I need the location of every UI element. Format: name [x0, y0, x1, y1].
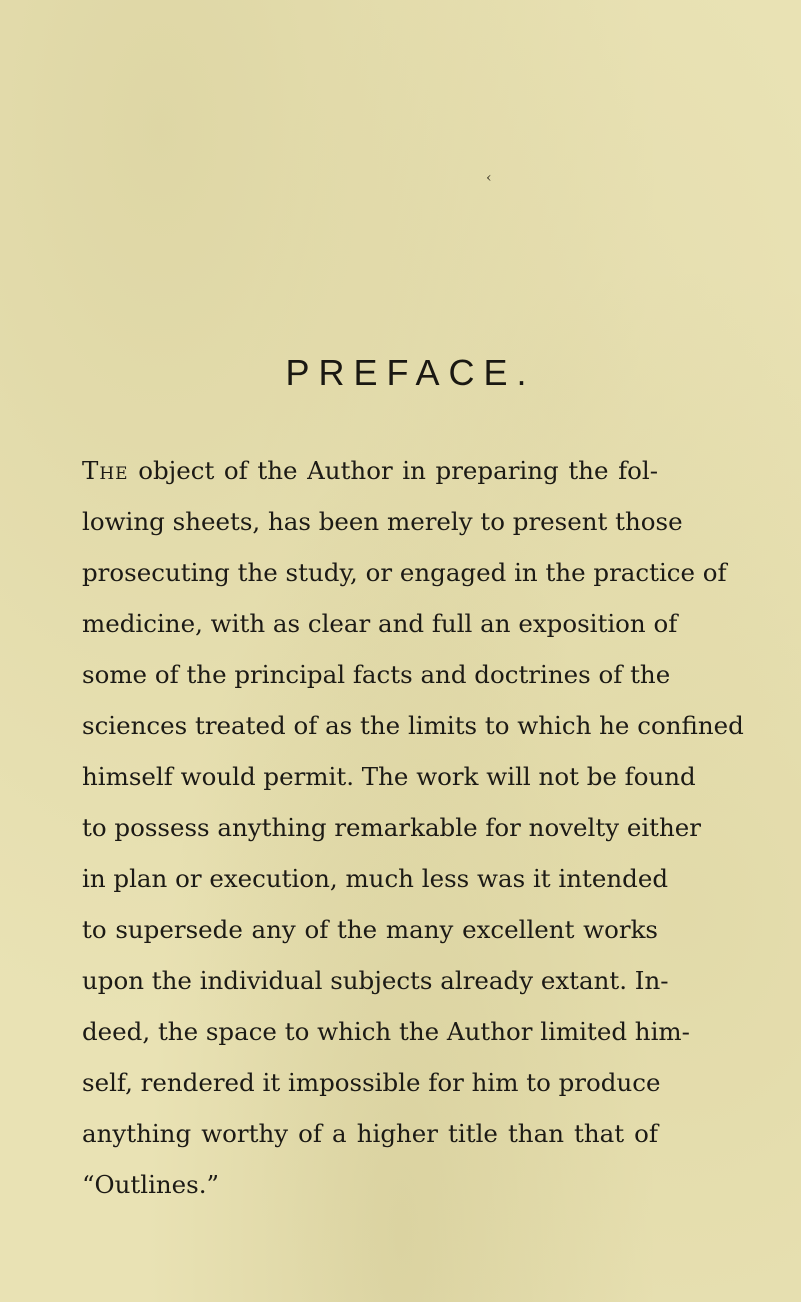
- paragraph-line-text: object of the Author in preparing the fol-: [128, 456, 658, 485]
- paragraph-line: deed, the space to which the Author limited him-: [82, 1017, 690, 1046]
- paragraph-line: “Outlines.”: [82, 1170, 220, 1199]
- paragraph-line: sciences treated of as the limits to which he confined: [82, 711, 744, 740]
- paragraph-line: [82, 445, 658, 496]
- paragraph-line: to possess anything remarkable for novelty either: [82, 813, 702, 842]
- paragraph-line: lowing sheets, has been merely to present those: [82, 507, 683, 536]
- paragraph-line: anything worthy of a higher title than that of: [82, 1119, 658, 1148]
- paragraph-line: to supersede any of the many excellent works: [82, 915, 658, 944]
- paragraph-line: self, rendered it impossible for him to produce: [82, 1068, 661, 1097]
- paragraph-line: in plan or execution, much less was it intended: [82, 864, 669, 893]
- page-title: PREFACE.: [285, 352, 536, 393]
- preface-paragraph: [82, 445, 744, 1210]
- paragraph-line: medicine, with as clear and full an exposition of: [82, 609, 678, 638]
- paragraph-first-word: The: [82, 456, 129, 485]
- paragraph-line: some of the principal facts and doctrines of the: [82, 660, 671, 689]
- paragraph-line: upon the individual subjects already extant. In-: [82, 966, 669, 995]
- stray-mark: ‹: [486, 170, 492, 186]
- paragraph-line: himself would permit. The work will not be found: [82, 762, 696, 791]
- paragraph-line: prosecuting the study, or engaged in the practice of: [82, 558, 727, 587]
